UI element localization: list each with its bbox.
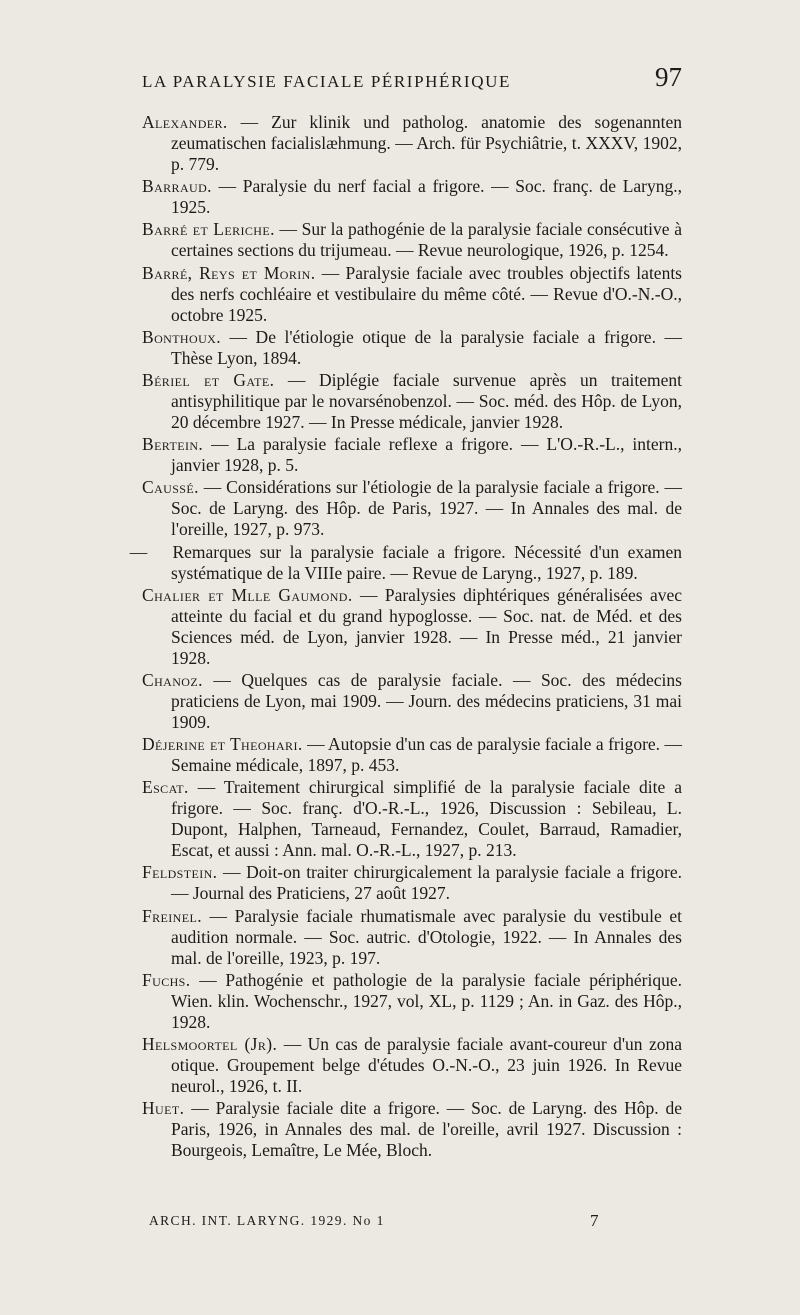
entry-author: Freinel.	[142, 905, 202, 926]
entry-text: — Paralysie faciale dite a frigore. — Soc. de Laryng. des Hôp. de Paris, 1926, in Annales des mal. de l'oreille, avril 1927. Discussion : Bourgeois, Lemaître, Le Mée, Bloch.	[171, 1098, 682, 1161]
bibliography-entry	[142, 219, 682, 261]
entry-text: — Paralysie faciale rhumatismale avec paralysie du vestibule et audition normale. — Soc. autric. d'Otologie, 1922. — In Annales des mal. de l'oreille, 1923, p. 197.	[171, 905, 682, 968]
entry-author-repeat-dash: —	[129, 541, 148, 562]
bibliography-entry	[142, 777, 682, 861]
bibliography-entry	[142, 327, 682, 369]
journal-reference: ARCH. INT. LARYNG. 1929. No 1	[149, 1213, 385, 1228]
entry-author: Barraud.	[142, 176, 212, 197]
bibliography-entry	[142, 434, 682, 476]
bibliography-entry	[142, 1034, 682, 1097]
entry-author: Barré, Reys et Morin.	[142, 262, 316, 283]
entry-author: Barré et Leriche.	[142, 219, 275, 240]
entry-author: Feldstein.	[142, 862, 218, 883]
entry-text: — Diplégie faciale survenue après un traitement antisyphilitique par le novarsénobenzol. — Soc. méd. des Hôp. de Lyon, 20 décembre 1927. — In Presse médicale, janvier 1928.	[171, 369, 682, 432]
running-title: LA PARALYSIE FACIALE PÉRIPHÉRIQUE	[142, 72, 511, 91]
bibliography-entry	[142, 263, 682, 326]
entry-text: — Traitement chirurgical simplifié de la paralysie faciale dite a frigore. — Soc. franç. d'O.-R.-L., 1926, Discussion : Sebileau, L. Dupont, Halphen, Tarneaud, Fernandez, Coulet, Barraud, Ramadier, Escat, et aussi : Ann. mal. O.-R.-L., 1927, p. 213.	[171, 777, 682, 861]
bibliography-entry	[129, 541, 682, 584]
entry-author: Caussé.	[142, 477, 199, 498]
entry-author: Escat.	[142, 777, 189, 798]
bibliography-entry	[142, 112, 682, 175]
entry-author: Chalier et Mlle Gaumond.	[142, 584, 353, 605]
bibliography-entry	[142, 970, 682, 1033]
entry-text: — Autopsie d'un cas de paralysie faciale a frigore. — Semaine médicale, 1897, p. 453.	[171, 734, 682, 776]
page-footer	[149, 1211, 682, 1235]
page-header	[142, 62, 682, 102]
bibliography-entry	[142, 176, 682, 218]
entry-author: Alexander.	[142, 112, 228, 132]
entry-author: Helsmoortel (Jr).	[142, 1034, 278, 1054]
entry-text: — Sur la pathogénie de la paralysie faciale consécutive à certaines sections du trijumeau. — Revue neurologique, 1926, p. 1254.	[171, 219, 682, 261]
bibliography-entry	[142, 906, 682, 969]
bibliography-entry	[142, 1098, 682, 1161]
entry-author: Bonthoux.	[142, 326, 221, 347]
entry-author: Huet.	[142, 1098, 185, 1119]
page-number: 97	[655, 62, 682, 92]
bibliography-entry	[142, 585, 682, 669]
entry-text: — Doit-on traiter chirurgicalement la paralysie faciale a frigore. — Journal des Praticiens, 27 août 1927.	[171, 862, 682, 904]
entry-author: Déjerine et Theohari.	[142, 734, 303, 755]
bibliography-entry	[142, 370, 682, 433]
bibliography-entry	[142, 477, 682, 540]
entry-text: — La paralysie faciale reflexe a frigore. — L'O.-R.-L., intern., janvier 1928, p. 5.	[171, 434, 682, 476]
bibliography-entry	[142, 862, 682, 904]
entry-text: — Paralysies diphtériques généralisées avec atteinte du facial et du grand hypoglosse. — Soc. nat. de Méd. et des Sciences méd. de Lyon, janvier 1928. — In Presse méd., 21 janvier 1928.	[171, 584, 682, 668]
entry-text: — Un cas de paralysie faciale avant-coureur d'un zona otique. Groupement belge d'études O.-N.-O., 23 juin 1926. In Revue neurol., 1926, t. II.	[171, 1034, 682, 1096]
entry-text: — Paralysie du nerf facial a frigore. — Soc. franç. de Laryng., 1925.	[171, 176, 682, 218]
entry-author: Chanoz.	[142, 669, 203, 690]
entry-text: — Considérations sur l'étiologie de la paralysie faciale a frigore. — Soc. de Laryng. des Hôp. de Paris, 1927. — In Annales des mal. de l'oreille, 1927, p. 973.	[171, 477, 682, 540]
entry-text: Remarques sur la paralysie faciale a frigore. Nécessité d'un examen systématique de la VIIIe paire. — Revue de Laryng., 1927, p. 189.	[164, 541, 682, 583]
entry-text: — De l'étiologie otique de la paralysie faciale a frigore. — Thèse Lyon, 1894.	[171, 326, 682, 368]
entry-text: — Paralysie faciale avec troubles objectifs latents des nerfs cochléaire et vestibulaire du même côté. — Revue d'O.-N.-O., octobre 1925.	[171, 262, 682, 325]
bibliography-entry	[142, 734, 682, 776]
entry-author: Fuchs.	[142, 969, 191, 990]
bibliography-entry	[142, 670, 682, 733]
entry-author: Bertein.	[142, 434, 204, 455]
entry-text: — Zur klinik und patholog. anatomie des sogenannten zeumatischen facialislæhmung. — Arch. für Psychiâtrie, t. XXXV, 1902, p. 779.	[171, 112, 682, 174]
entry-text: — Pathogénie et pathologie de la paralysie faciale périphérique. Wien. klin. Wochenschr., 1927, vol, XL, p. 1129 ; An. in Gaz. des Hôp., 1928.	[171, 969, 682, 1032]
entry-text: — Quelques cas de paralysie faciale. — Soc. des médecins praticiens de Lyon, mai 1909. — Journ. des médecins praticiens, 31 mai 1909.	[171, 669, 682, 732]
signature-number: 7	[590, 1211, 599, 1230]
bibliography-list	[129, 112, 682, 1162]
entry-author: Bériel et Gate.	[142, 369, 275, 390]
